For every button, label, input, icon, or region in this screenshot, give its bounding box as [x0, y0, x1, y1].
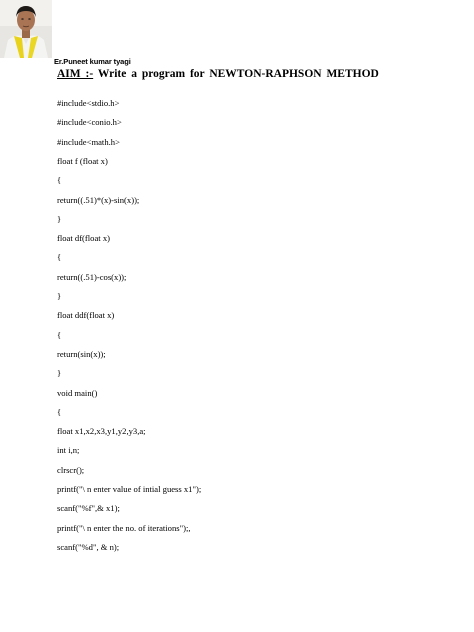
aim-label: AIM :- [57, 68, 94, 80]
code-line: return((.51)-cos(x)); [57, 271, 127, 282]
code-line: return(sin(x)); [57, 348, 106, 359]
code-line: { [57, 175, 62, 186]
author-portrait-image [0, 0, 52, 58]
code-line: #include<math.h> [57, 136, 120, 147]
code-line: float x1,x2,x3,y1,y2,y3,a; [57, 426, 146, 437]
code-line: void main() [57, 387, 98, 398]
code-line: float ddf(float x) [57, 310, 115, 321]
code-line: { [57, 406, 62, 417]
code-line: scanf("%f",& x1); [57, 503, 120, 514]
code-line: #include<conio.h> [57, 117, 122, 128]
code-line: } [57, 368, 62, 379]
aim-heading [57, 68, 379, 80]
code-line: float df(float x) [57, 233, 110, 244]
code-line: { [57, 252, 62, 263]
code-line: printf("\ n enter the no. of iterations");, [57, 522, 191, 533]
code-line: } [57, 291, 62, 301]
code-line: printf("\ n enter value of intial guess x1"); [57, 484, 202, 494]
code-line: { [57, 329, 62, 340]
author-photo [0, 0, 52, 58]
code-line: return((.51)*(x)-sin(x)); [57, 194, 140, 205]
author-name: Er.Puneet kumar tyagi [54, 57, 131, 66]
code-line: float f (float x) [57, 155, 108, 166]
code-line: int i,n; [57, 445, 80, 456]
code-line: scanf("%d", & n); [57, 541, 120, 552]
code-line: } [57, 213, 62, 224]
code-line: clrscr(); [57, 464, 85, 475]
code-line: #include<stdio.h> [57, 98, 120, 108]
aim-text: Write a program for NEWTON-RAPHSON METHOD [97, 68, 379, 80]
